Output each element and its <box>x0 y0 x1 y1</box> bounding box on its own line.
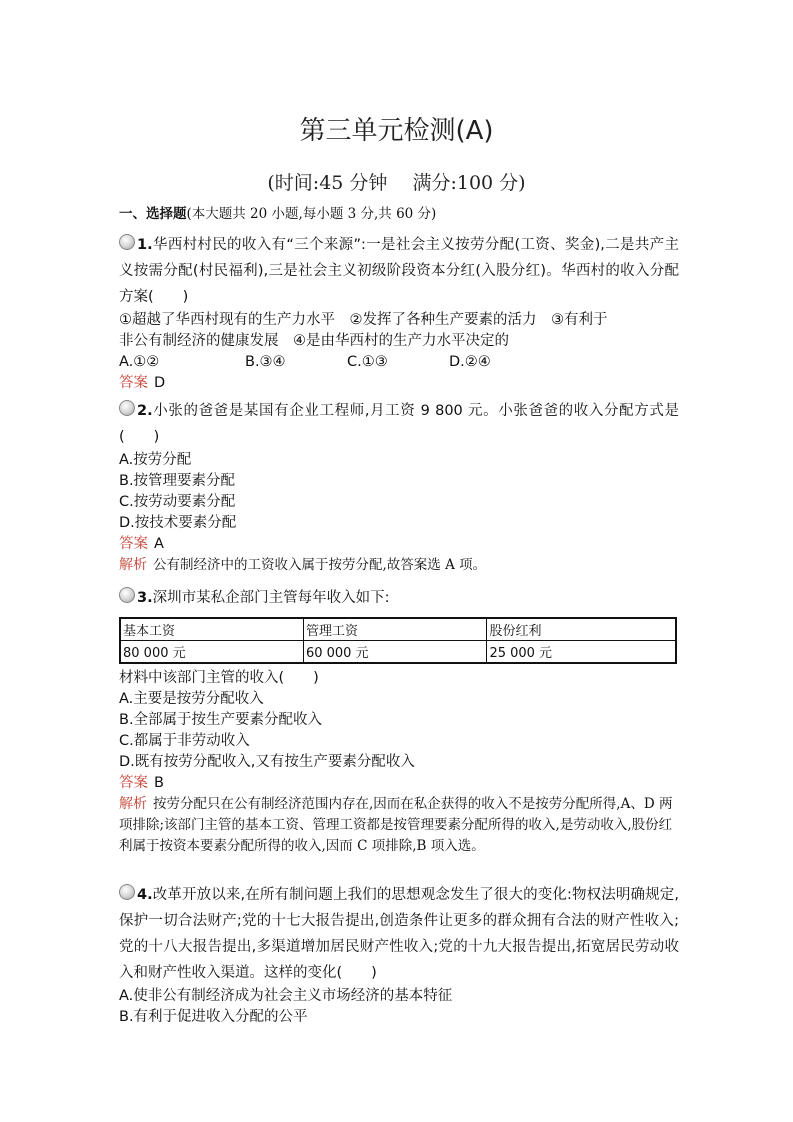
table-header-cell: 股份红利 <box>487 618 676 641</box>
page-title: 第三单元检测(A) <box>299 116 494 146</box>
option-a: A.主要是按劳分配收入 <box>119 691 264 707</box>
answer-label: 答案 <box>119 536 148 552</box>
answer-value: D <box>154 375 166 391</box>
option-a: A.①② <box>119 354 160 370</box>
option-b: B.③④ <box>245 354 286 370</box>
question-bullet-icon <box>119 234 135 250</box>
question-bullet-icon <box>119 587 135 603</box>
table-cell: 25 000 元 <box>487 641 676 664</box>
analysis-text: 解析 公有制经济中的工资收入属于按劳分配,故答案选 A 项。 <box>119 557 487 573</box>
option-a: A.按劳分配 <box>119 452 192 468</box>
analysis-label: 解析 <box>119 557 147 573</box>
table-header-row <box>120 618 676 641</box>
income-table <box>119 617 677 664</box>
option-d: D.既有按劳分配收入,又有按生产要素分配收入 <box>119 754 415 770</box>
option-c: C.都属于非劳动收入 <box>119 733 250 749</box>
option-b: B.全部属于按生产要素分配收入 <box>119 712 323 728</box>
table-header-cell: 基本工资 <box>120 618 303 641</box>
question-stem: 2.小张的爸爸是某国有企业工程师,月工资 9 800 元。小张爸爸的收入分配方式是( ) <box>119 398 679 450</box>
option-c: C.①③ <box>347 354 388 370</box>
table-row <box>120 641 676 664</box>
question-prompt: 材料中该部门主管的收入( ) <box>119 670 319 686</box>
answer-label: 答案 <box>119 775 148 791</box>
answer-value: B <box>154 775 164 791</box>
analysis-label: 解析 <box>119 796 147 812</box>
section-label: 一、选择题 <box>119 206 187 222</box>
answer-label: 答案 <box>119 375 148 391</box>
exam-time-score: (时间:45 分钟 满分:100 分) <box>267 172 526 194</box>
question-stem: 4.改革开放以来,在所有制问题上我们的思想观念发生了很大的变化:物权法明确规定,保护一切合法财产;党的十七大报告提出,创造条件让更多的群众拥有合法的财产性收入;党的十八大报告提出,多渠道增加居民财产性收入;党的十九大报告提出,拓宽居民劳动收入和财产性收入渠道。这样的变化( ) <box>119 882 679 986</box>
analysis-text: 解析 按劳分配只在公有制经济范围内存在,因而在私企获得的收入不是按劳分配所得,A、D 两项排除;该部门主管的基本工资、管理工资都是按管理要素分配所得的收入,是劳动收入,股份红利属于按资本要素分配所得的收入,因而 C 项排除,B 项入选。 <box>119 796 673 854</box>
statement-line: ①超越了华西村现有的生产力水平 ②发挥了各种生产要素的活力 ③有利于 <box>119 312 608 328</box>
option-b: B.有利于促进收入分配的公平 <box>119 1009 308 1025</box>
option-c: C.按劳动要素分配 <box>119 494 236 510</box>
answer-line <box>119 534 679 555</box>
answer-line <box>119 773 679 794</box>
table-cell: 80 000 元 <box>120 641 303 664</box>
question-3 <box>119 585 679 857</box>
question-stem: 1.华西村村民的收入有“三个来源”:一是社会主义按劳分配(工资、奖金),二是共产主义按需分配(村民福利),三是社会主义初级阶段资本分红(入股分红)。华西村的收入分配方案( ) <box>119 232 679 310</box>
option-d: D.②④ <box>449 354 491 370</box>
question-2 <box>119 398 679 576</box>
question-bullet-icon <box>119 884 135 900</box>
answer-line <box>119 373 679 394</box>
answer-value: A <box>154 536 164 552</box>
question-4 <box>119 882 679 1028</box>
options-row <box>119 352 679 373</box>
option-a: A.使非公有制经济成为社会主义市场经济的基本特征 <box>119 988 453 1004</box>
statement-line: 非公有制经济的健康发展 ④是由华西村的生产力水平决定的 <box>119 333 509 349</box>
option-b: B.按管理要素分配 <box>119 473 236 489</box>
question-1 <box>119 232 679 394</box>
table-cell: 60 000 元 <box>303 641 486 664</box>
question-bullet-icon <box>119 400 135 416</box>
option-d: D.按技术要素分配 <box>119 515 237 531</box>
section-heading <box>119 202 436 222</box>
table-header-cell: 管理工资 <box>303 618 486 641</box>
question-stem: 3.深圳市某私企部门主管每年收入如下: <box>119 585 679 611</box>
section-note: (本大题共 20 小题,每小题 3 分,共 60 分) <box>186 206 437 222</box>
